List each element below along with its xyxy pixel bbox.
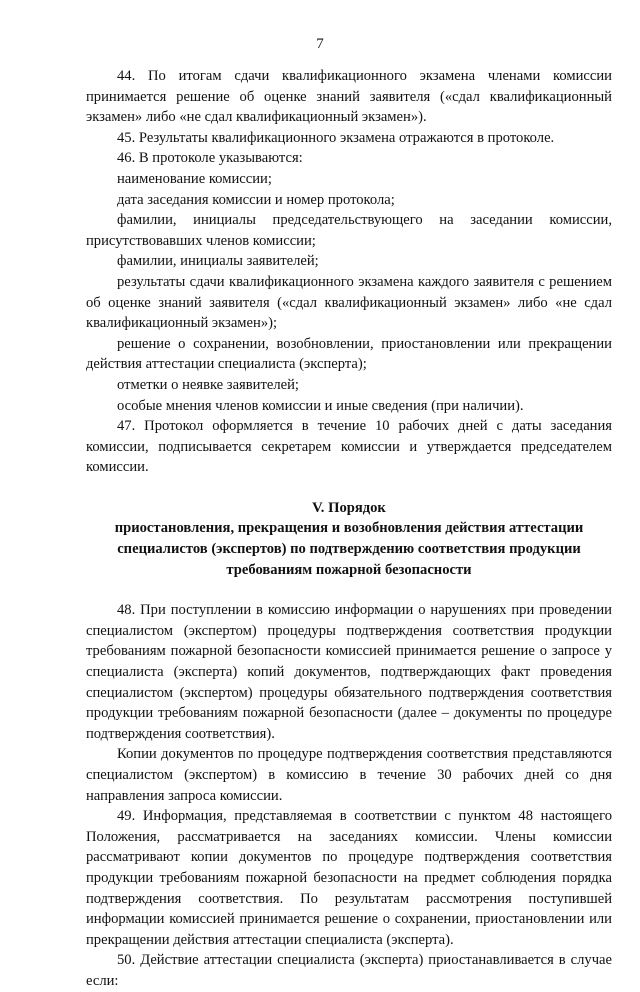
list-item: наименование комиссии; [117,170,272,187]
document-body [86,66,612,992]
paragraph-46: 46. В протоколе указываются: [117,150,303,167]
list-item: решение о сохранении, возобновлении, приостановлении или прекращении действия аттестации специалиста (эксперта); [86,335,612,373]
section-subtitle: приостановления, прекращения и возобновления действия аттестации специалистов (экспертов) по подтверждению соответствия продукции требованиям пожарной безопасности [114,520,584,578]
paragraph-47: 47. Протокол оформляется в течение 10 рабочих дней с даты заседания комиссии, подписывается секретарем комиссии и утверждается председателем комиссии. [86,418,612,476]
list-item: фамилии, инициалы председательствующего на заседании комиссии, присутствовавших членов комиссии; [86,212,612,249]
section-heading [86,498,612,580]
paragraph-50: 50. Действие аттестации специалиста (эксперта) приостанавливается в случае если: [86,952,612,989]
list-item: особые мнения членов комиссии и иные сведения (при наличии). [117,397,524,414]
paragraph-49: 49. Информация, представляемая в соответствии с пунктом 48 настоящего Положения, рассматривается на заседаниях комиссии. Члены комиссии рассматривают копии документов по процедуре подтверждения соответствия продукции требованиям пожарной безопасности на предмет соблюдения порядка подтверждения соответствия. По результатам рассмотрения поступившей информации комиссией принимается решение о сохранении, приостановлении или прекращении действия аттестации специалиста (эксперта). [86,808,612,948]
paragraph-44: 44. По итогам сдачи квалификационного экзамена членами комиссии принимается решение об оценке знаний заявителя («сдал квалификационный экзамен» либо «не сдал квалификационный экзамен»). [86,68,612,126]
paragraph-45: 45. Результаты квалификационного экзамена отражаются в протоколе. [117,129,555,146]
list-item: дата заседания комиссии и номер протокола; [117,191,395,208]
page-number: 7 [316,36,324,52]
paragraph-48: 48. При поступлении в комиссию информации о нарушениях при проведении специалистом (экспертом) процедуры подтверждения соответствия продукции требованиям пожарной безопасности комиссией принимается решение о запросе у специалиста (эксперта) копий документов, подтверждающих факт проведения специалистом (экспертом) процедуры обязательного подтверждения соответствия продукции требованиям пожарной безопасности (далее – документы по процедуре подтверждения соответствия). [86,602,612,742]
list-item: отметки о неявке заявителей; [117,376,299,393]
list-item: результаты сдачи квалификационного экзамена каждого заявителя с решением об оценке знаний заявителя («сдал квалификационный экзамен» либо «не сдал квалификационный экзамен»); [86,273,612,332]
list-item: фамилии, инициалы заявителей; [117,253,319,270]
section-title: V. Порядок [312,499,386,516]
paragraph-48-continued: Копии документов по процедуре подтверждения соответствия представляются специалистом (экспертом) в комиссию в течение 30 рабочих дней со дня направления запроса комиссии. [86,746,612,804]
